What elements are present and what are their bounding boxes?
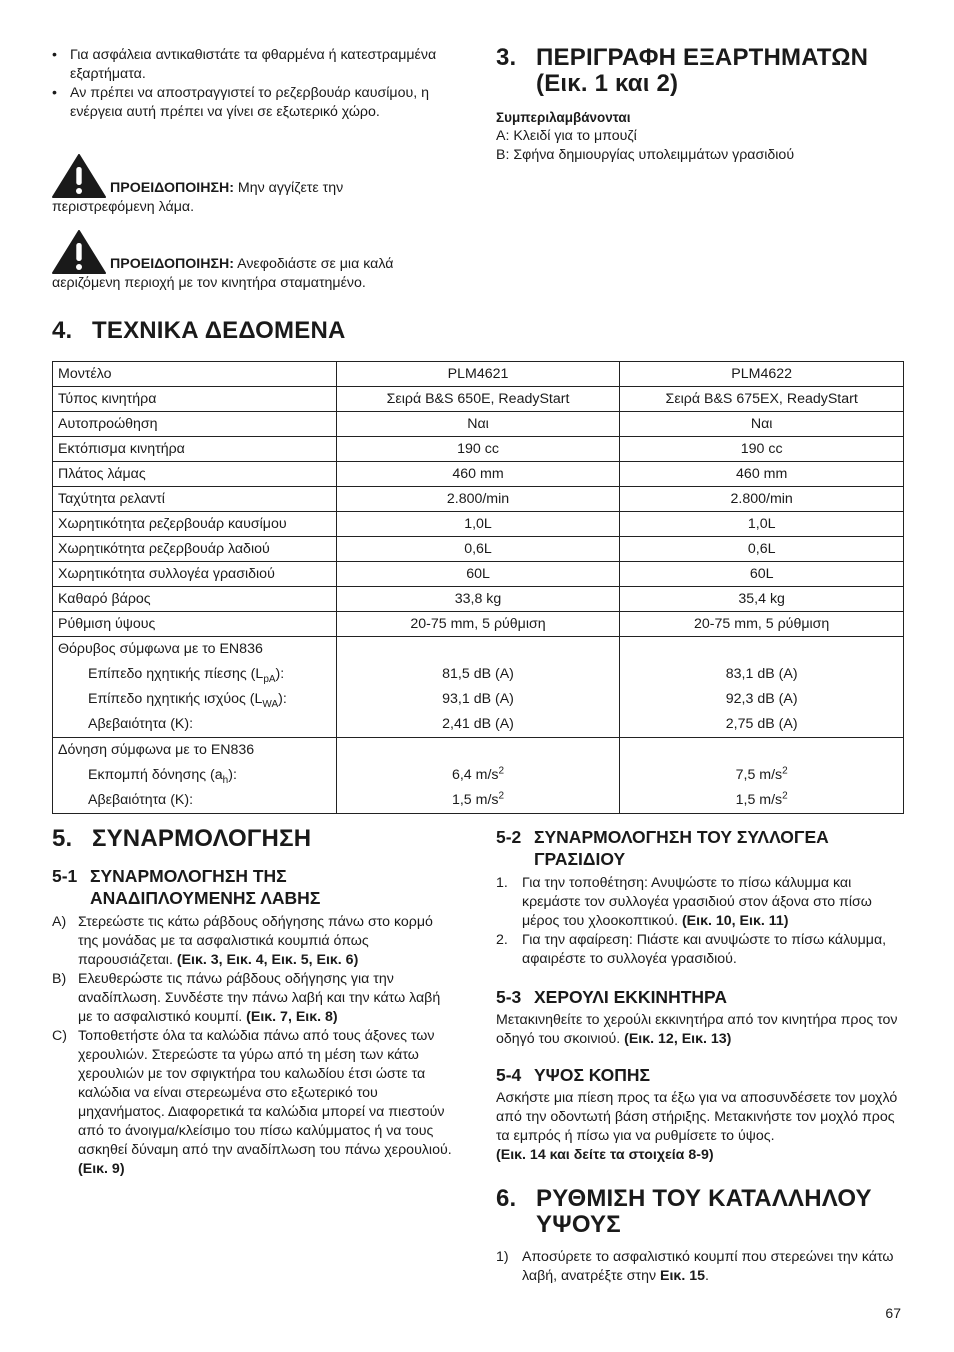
section-3-heading: 3. ΠΕΡΙΓΡΑΦΗ ΕΞΑΡΤΗΜΑΤΩΝ (Εικ. 1 και 2) xyxy=(496,44,869,97)
bullet-item: • Για ασφάλεια αντικαθιστάτε τα φθαρμένα ή κατεστραμμένα εξαρτήματα. xyxy=(52,47,437,82)
table-row: Χωρητικότητα συλλογέα γρασιδιού 60L 60L xyxy=(53,562,904,587)
subsection-5-4: 5-4 ΥΨΟΣ ΚΟΠΗΣ Ασκήστε μια πίεση προς τα έξω για να αποσυνδέσετε τον μοχλό από την οδοντωτή βάση στήριξης. Μετακινήστε τον μοχλό προς τα εμπρός ή πίσω για να ρυθμίσετε το ύψος. (Εικ. 14 και δείτε τα στοιχεία 8-9) xyxy=(496,1065,898,1163)
table-row: Καθαρό βάρος 33,8 kg 35,4 kg xyxy=(53,587,904,612)
bullet-item: • Αν πρέπει να αποστραγγιστεί το ρεζερβουάρ καυσίμου, η ενέργεια αυτή πρέπει να γίνει σε εξωτερικό χώρο. xyxy=(52,85,429,120)
section-5-heading: 5. ΣΥΝΑΡΜΟΛΟΓΗΣΗ xyxy=(52,825,312,852)
included-parts: Συμπεριλαμβάνονται A: Κλειδί για το μπουζί B: Σφήνα δημιουργίας υπολειμμάτων γρασιδιού xyxy=(496,108,906,165)
warning-block-1: ΠΡΟΕΙΔΟΠΟΙΗΣΗ: Μην αγγίζετε την περιστρεφόμενη λάμα. xyxy=(52,154,472,217)
list-item: 1) Αποσύρετε το ασφαλιστικό κουμπί που στερεώνει την κάτω λαβή, ανατρέξτε στην Εικ. 15. xyxy=(496,1249,894,1284)
section-6-heading: 6. ΡΥΘΜΙΣΗ ΤΟΥ ΚΑΤΑΛΛΗΛΟΥ ΥΨΟΥΣ xyxy=(496,1185,872,1238)
table-row: Πλάτος λάμας 460 mm 460 mm xyxy=(53,462,904,487)
table-row: Χωρητικότητα ρεζερβουάρ καυσίμου 1,0L 1,0L xyxy=(53,512,904,537)
table-row-vibration: Δόνηση σύμφωνα με το EN836 Εκπομπή δόνησης $(a_h)$: Αβεβαιότητα (K): 6,4 $m/s^2$ 1,5 $m/s^2$ 7,5 $m/s^2$ 1,5 $m/s^2$ xyxy=(53,738,904,814)
page-number: 67 xyxy=(885,1305,901,1321)
list-item: B) Ελευθερώστε τις πάνω ράβδους οδήγησης για την αναδίπλωση. Συνδέστε την πάνω λαβή και την κάτω λαβή με το ασφαλιστικό κουμπί. (Εικ. 7, Εικ. 8) xyxy=(52,971,441,1025)
section-4-heading: 4. ΤΕΧΝΙΚΑ ΔΕΔΟΜΕΝΑ xyxy=(52,317,346,344)
table-row: Χωρητικότητα ρεζερβουάρ λαδιού 0,6L 0,6L xyxy=(53,537,904,562)
list-item: 2. Για την αφαίρεση: Πιάστε και ανυψώστε το πίσω κάλυμμα, αφαιρέστε το συλλογέα γρασιδιού. xyxy=(496,932,887,967)
subsection-5-3: 5-3 ΧΕΡΟΥΛΙ ΕΚΚΙΝΗΤΗΡΑ Μετακινηθείτε το χερούλι εκκινητήρα από τον κινητήρα προς τον οδηγό του σκοινιού. (Εικ. 12, Εικ. 13) xyxy=(496,987,898,1047)
warning-block-2: ΠΡΟΕΙΔΟΠΟΙΗΣΗ: Ανεφοδιάστε σε μια καλά αεριζόμενη περιοχή με τον κινητήρα σταματημένο. xyxy=(52,230,472,293)
warning-triangle-icon xyxy=(52,230,106,274)
table-row: Εκτόπισμα κινητήρα 190 cc 190 cc xyxy=(53,437,904,462)
table-row: Ταχύτητα ρελαντί 2.800/min 2.800/min xyxy=(53,487,904,512)
table-row: Ρύθμιση ύψους 20-75 mm, 5 ρύθμιση 20-75 mm, 5 ρύθμιση xyxy=(53,612,904,637)
table-row: Αυτοπροώθηση Ναι Ναι xyxy=(53,412,904,437)
list-item: A) Στερεώστε τις κάτω ράβδους οδήγησης πάνω στο κορμό της μονάδας με τα ασφαλιστικά κουμπιά όπως παρουσιάζεται. (Εικ. 3, Εικ. 4, Εικ. 5, Εικ. 6) xyxy=(52,914,433,968)
table-row-noise: Θόρυβος σύμφωνα με το EN836 Επίπεδο ηχητικής πίεσης $(L_{pA})$: Επίπεδο ηχητικής ισχύος $(L_{WA})$: Αβεβαιότητα (K): 81,5 dB (A) 93,1 dB (A) 2,41 dB (A) 83,1 dB (A) 92,3 dB (A) 2,75 dB (A) xyxy=(53,637,904,738)
safety-bullets xyxy=(52,46,457,122)
list-item: 1. Για την τοποθέτηση: Ανυψώστε το πίσω κάλυμμα και κρεμάστε τον συλλογέα γρασιδιού στον άξονα στο πίσω μέρος του χλοοκοπτικού. (Εικ. 10, Εικ. 11) xyxy=(496,875,872,929)
table-row: Τύπος κινητήρα Σειρά B&S 650E, ReadyStart Σειρά B&S 675EX, ReadyStart xyxy=(53,387,904,412)
table-header-row: Μοντέλο PLM4621 PLM4622 xyxy=(53,362,904,387)
included-item: B: Σφήνα δημιουργίας υπολειμμάτων γρασιδιού xyxy=(496,147,795,163)
technical-data-table xyxy=(52,361,904,814)
subsection-5-1: 5-1 ΣΥΝΑΡΜΟΛΟΓΗΣΗ ΤΗΣ ΑΝΑΔΙΠΛΟΥΜΕΝΗΣ ΛΑΒΗΣ A) Στερεώστε τις κάτω ράβδους οδήγησης πάνω στο κορμό της μονάδας με τα ασφαλιστικά κουμπιά όπως παρουσιάζεται. (Εικ. 3, Εικ. 4, Εικ. 5, Εικ. 6) B) Ελευθερώστε τις πάνω ράβδους οδήγησης για την αναδίπλωση. Συνδέστε την πάνω λαβή και την κάτω λαβή με το ασφαλιστικό κουμπί. (Εικ. 7, Εικ. 8) C) Τοποθετήστε όλα τα καλώδια πάνω από τους άξονες των χερουλιών. Στερεώστε τα γύρω από τη μέση των κάτω χερουλιών με τον σφιγκτήρα του καλωδίου έτσι ώστε τα καλώδια να είναι στερεωμένα στο εξωτερικό του μηχανήματος. Διαφορετικά τα καλώδια μπορεί να πιεστούν από το άνοιγμα/κλείσιμο του πίσω καλύμματος ή να τους ασκηθεί δύναμη από την αναδίπλωση του πάνω χερουλιού. (Εικ. 9) xyxy=(52,865,457,1179)
warning-triangle-icon xyxy=(52,154,106,198)
section-6-steps xyxy=(496,1248,906,1286)
subsection-5-2: 5-2 ΣΥΝΑΡΜΟΛΟΓΗΣΗ ΤΟΥ ΣΥΛΛΟΓΕΑ ΓΡΑΣΙΔΙΟΥ 1. Για την τοποθέτηση: Ανυψώστε το πίσω κάλυμμα και κρεμάστε τον συλλογέα γρασιδιού στον άξονα στο πίσω μέρος του χλοοκοπτικού. (Εικ. 10, Εικ. 11) 2. Για την αφαίρεση: Πιάστε και ανυψώστε το πίσω κάλυμμα, αφαιρέστε το συλλογέα γρασιδιού. xyxy=(496,826,906,969)
included-item: A: Κλειδί για το μπουζί xyxy=(496,128,637,144)
list-item: C) Τοποθετήστε όλα τα καλώδια πάνω από τους άξονες των χερουλιών. Στερεώστε τα γύρω από τη μέση των κάτω χερουλιών με τον σφιγκτήρα του καλωδίου έτσι ώστε τα καλώδια να είναι στερεωμένα στο εξωτερικό του μηχανήματος. Διαφορετικά τα καλώδια μπορεί να πιεστούν από το άνοιγμα/κλείσιμο του πίσω καλύμματος ή να τους ασκηθεί δύναμη από την αναδίπλωση του πάνω χερουλιού. (Εικ. 9) xyxy=(52,1028,452,1177)
